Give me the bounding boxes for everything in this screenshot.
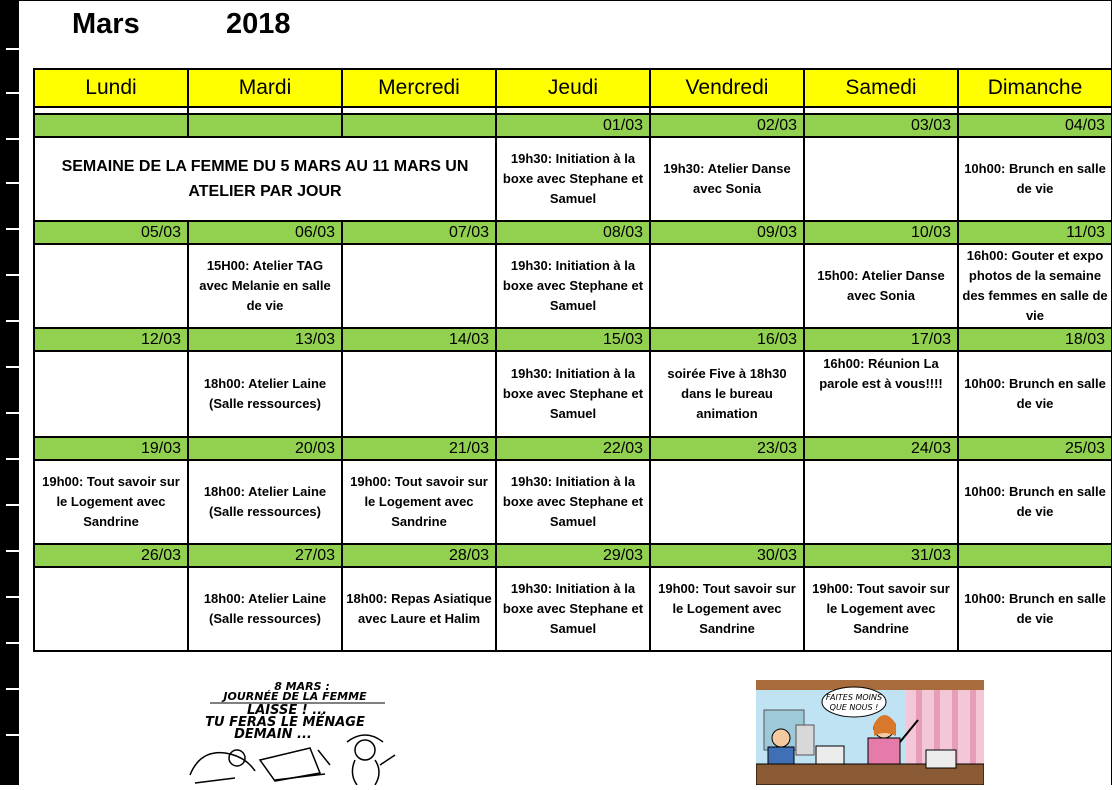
event-cell: 16h00: Réunion La parole est à vous!!!! (804, 351, 958, 437)
date-cell: 08/03 (496, 221, 650, 244)
event-cell: 19h30: Atelier Danse avec Sonia (650, 137, 804, 221)
womens-day-cartoon (165, 680, 435, 785)
event-cell: 19h30: Initiation à la boxe avec Stephane et Samuel (496, 137, 650, 221)
event-cell: 16h00: Gouter et expo photos de la semaine des femmes en salle de vie (958, 244, 1112, 328)
event-cell: 19h30: Initiation à la boxe avec Stephane et Samuel (496, 351, 650, 437)
date-cell: 19/03 (34, 437, 188, 460)
week-5-event-row (34, 567, 1112, 651)
week-1-date-row (34, 114, 1112, 137)
week-3-event-row (34, 351, 1112, 437)
date-cell (342, 114, 496, 137)
date-cell: 18/03 (958, 328, 1112, 351)
date-cell: 17/03 (804, 328, 958, 351)
event-cell: 18h00: Atelier Laine (Salle ressources) (188, 351, 342, 437)
event-cell: 19h00: Tout savoir sur le Logement avec Sandrine (650, 567, 804, 651)
event-cell: 19h30: Initiation à la boxe avec Stephane et Samuel (496, 567, 650, 651)
date-cell: 02/03 (650, 114, 804, 137)
event-cell (34, 567, 188, 651)
event-cell: 10h00: Brunch en salle de vie (958, 567, 1112, 651)
year-title: 2018 (226, 8, 291, 40)
week-4-event-row (34, 460, 1112, 544)
event-cell: 15h00: Atelier Danse avec Sonia (804, 244, 958, 328)
date-cell: 29/03 (496, 544, 650, 567)
date-cell: 27/03 (188, 544, 342, 567)
event-cell: 18h00: Atelier Laine (Salle ressources) (188, 567, 342, 651)
cartoon-people-drawing (190, 735, 395, 785)
frame-top-border (19, 0, 1112, 1)
cartoon-line-5: DEMAIN ... (234, 727, 312, 742)
week-1-event-row (34, 137, 1112, 221)
date-cell: 12/03 (34, 328, 188, 351)
date-cell: 31/03 (804, 544, 958, 567)
spacer-row (34, 107, 1112, 114)
day-header-dimanche: Dimanche (958, 69, 1112, 107)
women-week-banner: SEMAINE DE LA FEMME DU 5 MARS AU 11 MARS UN ATELIER PAR JOUR (34, 137, 496, 221)
date-cell: 11/03 (958, 221, 1112, 244)
week-4-date-row (34, 437, 1112, 460)
event-cell (34, 351, 188, 437)
day-header-jeudi: Jeudi (496, 69, 650, 107)
event-cell: 19h00: Tout savoir sur le Logement avec Sandrine (804, 567, 958, 651)
event-cell: 19h30: Initiation à la boxe avec Stephane et Samuel (496, 244, 650, 328)
week-2-event-row (34, 244, 1112, 328)
event-cell: 15H00: Atelier TAG avec Melanie en salle de vie (188, 244, 342, 328)
date-cell (958, 544, 1112, 567)
date-cell: 20/03 (188, 437, 342, 460)
date-cell: 09/03 (650, 221, 804, 244)
cartoon-line-1: 8 MARS : (274, 680, 330, 693)
day-header-mardi: Mardi (188, 69, 342, 107)
event-cell: 18h00: Repas Asiatique avec Laure et Halim (342, 567, 496, 651)
event-cell (650, 244, 804, 328)
event-cell (804, 137, 958, 221)
date-cell: 15/03 (496, 328, 650, 351)
day-header-lundi: Lundi (34, 69, 188, 107)
day-header-mercredi: Mercredi (342, 69, 496, 107)
date-cell: 28/03 (342, 544, 496, 567)
event-cell (34, 244, 188, 328)
event-cell: soirée Five à 18h30 dans le bureau animation (650, 351, 804, 437)
event-cell: 19h00: Tout savoir sur le Logement avec Sandrine (342, 460, 496, 544)
date-cell: 01/03 (496, 114, 650, 137)
date-cell: 05/03 (34, 221, 188, 244)
office-cartoon (756, 680, 984, 785)
date-cell: 07/03 (342, 221, 496, 244)
weekday-header-row (34, 69, 1112, 107)
bubble-line-2: QUE NOUS ! (829, 703, 879, 712)
event-cell: 19h00: Tout savoir sur le Logement avec Sandrine (34, 460, 188, 544)
month-title: Mars (72, 8, 140, 40)
cartoon-line-3: LAISSE ! ... (246, 703, 328, 718)
date-cell: 03/03 (804, 114, 958, 137)
date-cell: 25/03 (958, 437, 1112, 460)
date-cell: 13/03 (188, 328, 342, 351)
day-header-vendredi: Vendredi (650, 69, 804, 107)
event-cell (342, 351, 496, 437)
left-margin-strip (0, 0, 19, 785)
event-cell: 10h00: Brunch en salle de vie (958, 137, 1112, 221)
bubble-line-1: FAITES MOINS (825, 693, 883, 702)
calendar-grid (33, 68, 1112, 652)
date-cell: 26/03 (34, 544, 188, 567)
cartoon-line-2: JOURNÉE DE LA FEMME (223, 690, 367, 703)
event-cell (650, 460, 804, 544)
week-2-date-row (34, 221, 1112, 244)
date-cell (188, 114, 342, 137)
event-cell (804, 460, 958, 544)
date-cell: 06/03 (188, 221, 342, 244)
date-cell: 22/03 (496, 437, 650, 460)
event-cell: 10h00: Brunch en salle de vie (958, 351, 1112, 437)
date-cell (34, 114, 188, 137)
day-header-samedi: Samedi (804, 69, 958, 107)
week-3-date-row (34, 328, 1112, 351)
date-cell: 10/03 (804, 221, 958, 244)
event-cell: 10h00: Brunch en salle de vie (958, 460, 1112, 544)
week-5-date-row (34, 544, 1112, 567)
date-cell: 04/03 (958, 114, 1112, 137)
date-cell: 21/03 (342, 437, 496, 460)
date-cell: 30/03 (650, 544, 804, 567)
cartoon-line-4: TU FERAS LE MÉNAGE (205, 715, 365, 730)
date-cell: 24/03 (804, 437, 958, 460)
event-cell (342, 244, 496, 328)
event-cell: 18h00: Atelier Laine (Salle ressources) (188, 460, 342, 544)
date-cell: 16/03 (650, 328, 804, 351)
date-cell: 23/03 (650, 437, 804, 460)
date-cell: 14/03 (342, 328, 496, 351)
event-cell: 19h30: Initiation à la boxe avec Stephane et Samuel (496, 460, 650, 544)
